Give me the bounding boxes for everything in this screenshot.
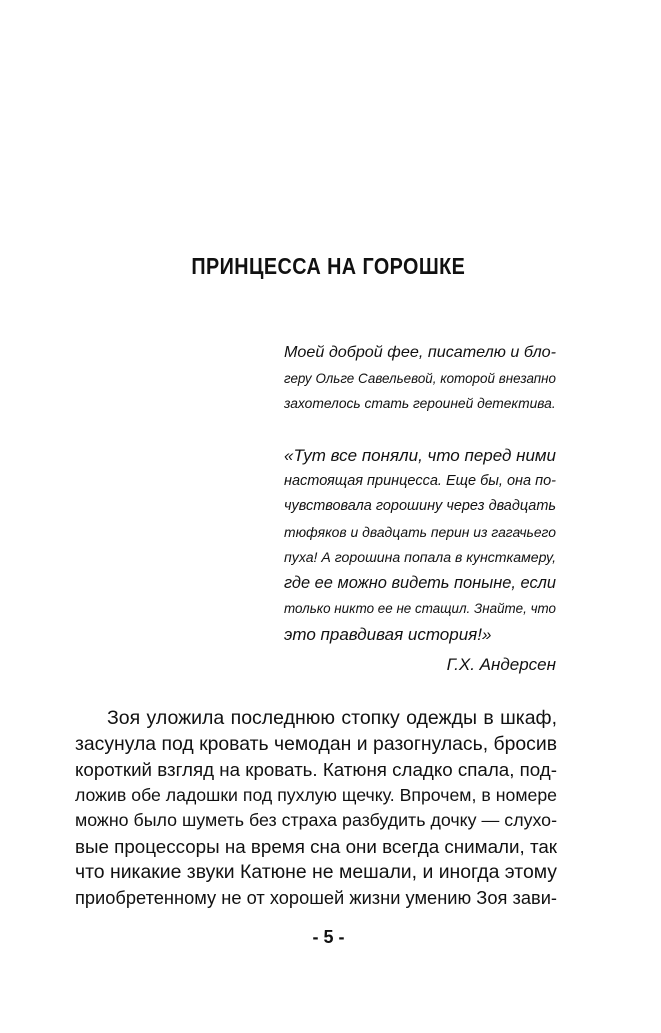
epigraph-line: геру Ольге Савельевой, которой внезапно — [284, 370, 556, 386]
epigraph-line: чувствовала горошину через двадцать — [284, 498, 556, 514]
body-line: вые процессоры на время сна они всегда снимали, так — [75, 835, 557, 857]
body-line: что никакие звуки Катюне не мешали, и иногда этому — [75, 860, 557, 883]
epigraph-quote — [284, 443, 556, 647]
body-paragraph — [75, 706, 557, 911]
epigraph-attribution: Г.Х. Андерсен — [446, 655, 556, 674]
body-line: засунула под кровать чемодан и разогнулась, бросив — [75, 732, 557, 755]
epigraph-line: это правдивая история!» — [284, 624, 492, 644]
body-line: можно было шуметь без страха разбудить дочку — слухо- — [75, 810, 557, 831]
chapter-title: ПРИНЦЕССА НА ГОРОШКЕ — [191, 253, 466, 279]
epigraph-line: тюфяков и двадцать перин из гагачьего — [284, 523, 556, 540]
body-line: короткий взгляд на кровать. Катюня сладко спала, под- — [75, 759, 557, 781]
epigraph-line: «Тут все поняли, что перед ними — [284, 446, 556, 465]
page-number: - 5 - — [312, 927, 345, 947]
epigraph-line: захотелось стать героиней детектива. — [284, 395, 556, 411]
epigraph-dedication — [284, 340, 556, 417]
epigraph-line: пуха! А горошина попала в кунсткамеру, — [284, 549, 556, 565]
body-line: Зоя уложила последнюю стопку одежды в шкаф, — [107, 707, 557, 729]
epigraph-line: настоящая принцесса. Еще бы, она по- — [284, 472, 556, 489]
epigraph-line: Моей доброй фее, писателю и бло- — [284, 343, 556, 361]
body-line: приобретенному не от хорошей жизни умению Зоя зави- — [75, 887, 557, 909]
epigraph-line: только никто ее не стащил. Знайте, что — [284, 601, 556, 616]
body-line: ложив обе ладошки под пухлую щечку. Впрочем, в номере — [75, 784, 557, 805]
epigraph-line: где ее можно видеть поныне, если — [284, 573, 556, 592]
